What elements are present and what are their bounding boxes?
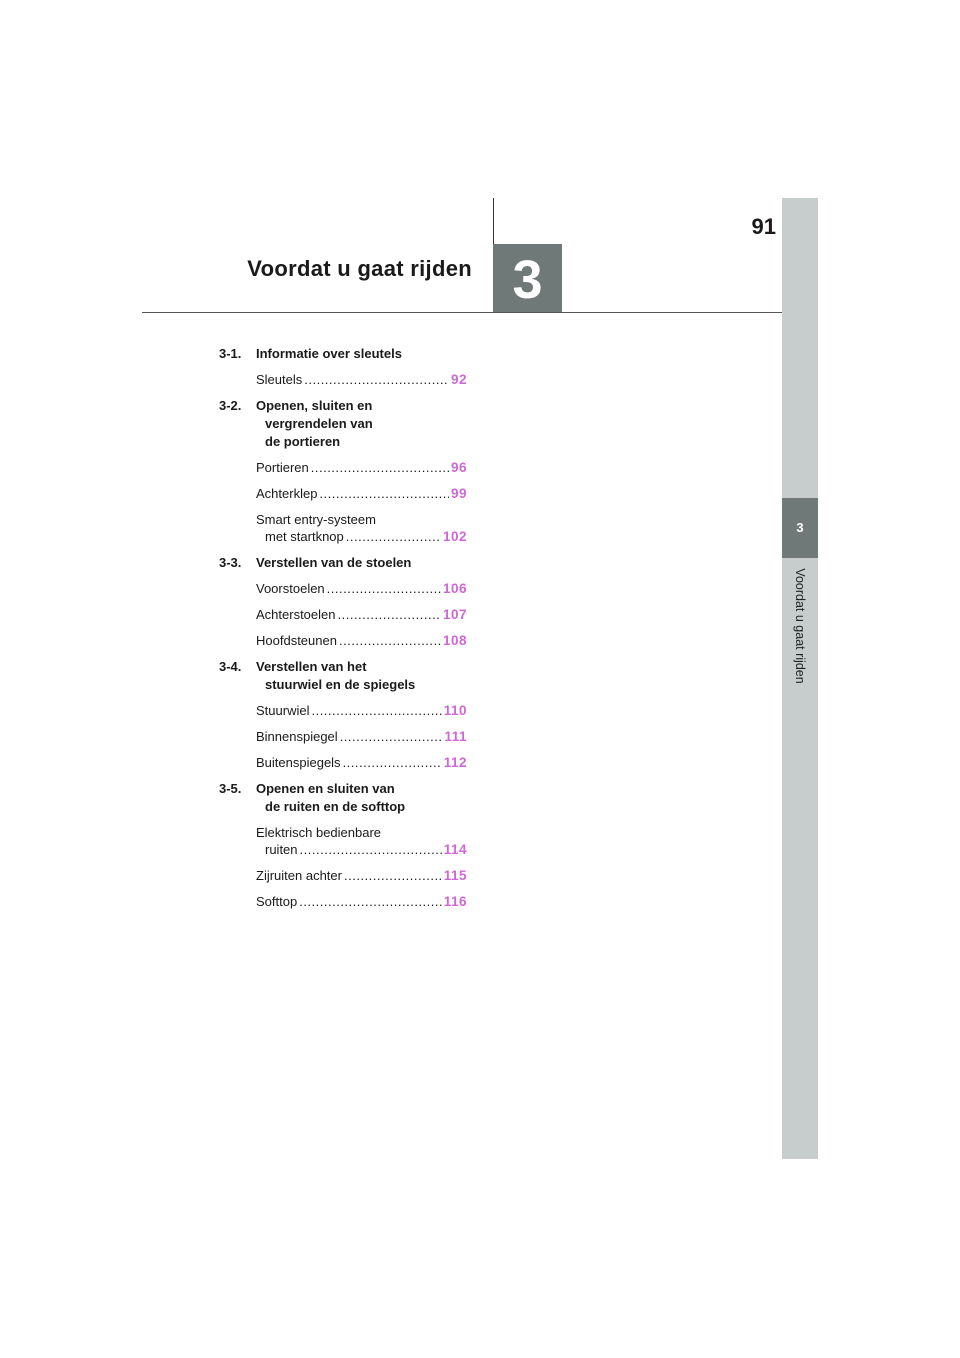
section-title-line: de ruiten en de softtop [265,799,406,814]
page-link[interactable]: 112 [443,755,467,770]
toc-entry[interactable] [256,632,467,649]
dot-leader [299,893,442,910]
section-heading [219,345,467,363]
section-heading [219,780,467,816]
chapter-title: Voordat u gaat rijden [247,256,472,281]
section-title [256,658,456,694]
dot-leader [339,632,441,649]
header-divider-vertical [493,198,494,245]
toc-entry[interactable] [256,867,467,884]
dot-leader [319,485,449,502]
entry-label-first-line: Smart entry-systeem [256,512,376,527]
toc-section [219,345,467,388]
entry-label: Voorstoelen [256,581,325,596]
section-title-line: Verstellen van de stoelen [256,555,412,570]
dot-leader [327,580,441,597]
side-tab-chapter-number: 3 [782,498,818,558]
dot-leader [343,754,442,771]
section-number: 3-1. [219,346,242,361]
section-title [256,780,456,816]
dot-leader [304,371,449,388]
section-title-line: stuurwiel en de spiegels [265,677,416,692]
section-heading [219,397,467,451]
dot-leader [311,459,449,476]
page-link[interactable]: 102 [442,529,467,544]
entry-label-first-line: Elektrisch bedienbare [256,825,382,840]
page-link[interactable]: 106 [442,581,467,596]
toc-entry[interactable] [256,754,467,771]
section-title-line: de portieren [265,434,341,449]
section-number: 3-3. [219,555,242,570]
toc-entry[interactable] [256,702,467,719]
entry-label: Softtop [256,894,298,909]
entry-label: Achterstoelen [256,607,336,622]
dot-leader [338,606,441,623]
page-link[interactable]: 110 [443,703,467,718]
section-title-line: vergrendelen van [265,416,373,431]
page-link[interactable]: 99 [450,486,467,501]
toc-entry[interactable] [256,371,467,388]
entry-label: Buitenspiegels [256,755,341,770]
toc-entry[interactable] [256,893,467,910]
chapter-number-box: 3 [493,244,562,313]
section-heading [219,554,467,572]
toc-entry[interactable] [256,511,467,545]
entry-label: Zijruiten achter [256,868,342,883]
section-title-line: Openen en sluiten van [256,781,395,796]
section-number: 3-5. [219,781,242,796]
toc-section [219,658,467,771]
dot-leader [311,702,441,719]
section-title-line: Openen, sluiten en [256,398,373,413]
entry-label: Stuurwiel [256,703,310,718]
section-heading [219,658,467,694]
page-link[interactable]: 107 [442,607,467,622]
toc-entry[interactable] [256,824,467,858]
dot-leader [346,528,441,545]
table-of-contents [219,345,467,919]
page-link[interactable]: 92 [450,372,467,387]
entry-label: Achterklep [256,486,318,501]
page-link[interactable]: 111 [444,729,467,744]
entry-label: Hoofdsteunen [256,633,337,648]
entry-label: Sleutels [256,372,303,387]
dot-leader [340,728,443,745]
toc-entry[interactable] [256,485,467,502]
toc-entry[interactable] [256,459,467,476]
page-link[interactable]: 116 [443,894,467,909]
section-title-line: Informatie over sleutels [256,346,402,361]
toc-entry[interactable] [256,580,467,597]
entry-label: met startknop [265,529,344,544]
page-link[interactable]: 108 [442,633,467,648]
header-rule [142,312,782,313]
dot-leader [344,867,442,884]
side-tab-label: Voordat u gaat rijden [793,568,807,684]
entry-label: Portieren [256,460,309,475]
page-link[interactable]: 114 [443,842,467,857]
toc-section [219,780,467,910]
toc-section [219,397,467,545]
toc-entry[interactable] [256,606,467,623]
section-title [256,397,456,451]
section-title-line: Verstellen van het [256,659,367,674]
page-link[interactable]: 96 [450,460,467,475]
page-link[interactable]: 115 [443,868,467,883]
entry-label: Binnenspiegel [256,729,338,744]
section-number: 3-4. [219,659,242,674]
toc-entry[interactable] [256,728,467,745]
page-number: 91 [751,214,776,239]
dot-leader [300,841,442,858]
section-number: 3-2. [219,398,242,413]
entry-label: ruiten [265,842,298,857]
section-title [256,345,456,363]
section-title [256,554,456,572]
toc-section [219,554,467,649]
